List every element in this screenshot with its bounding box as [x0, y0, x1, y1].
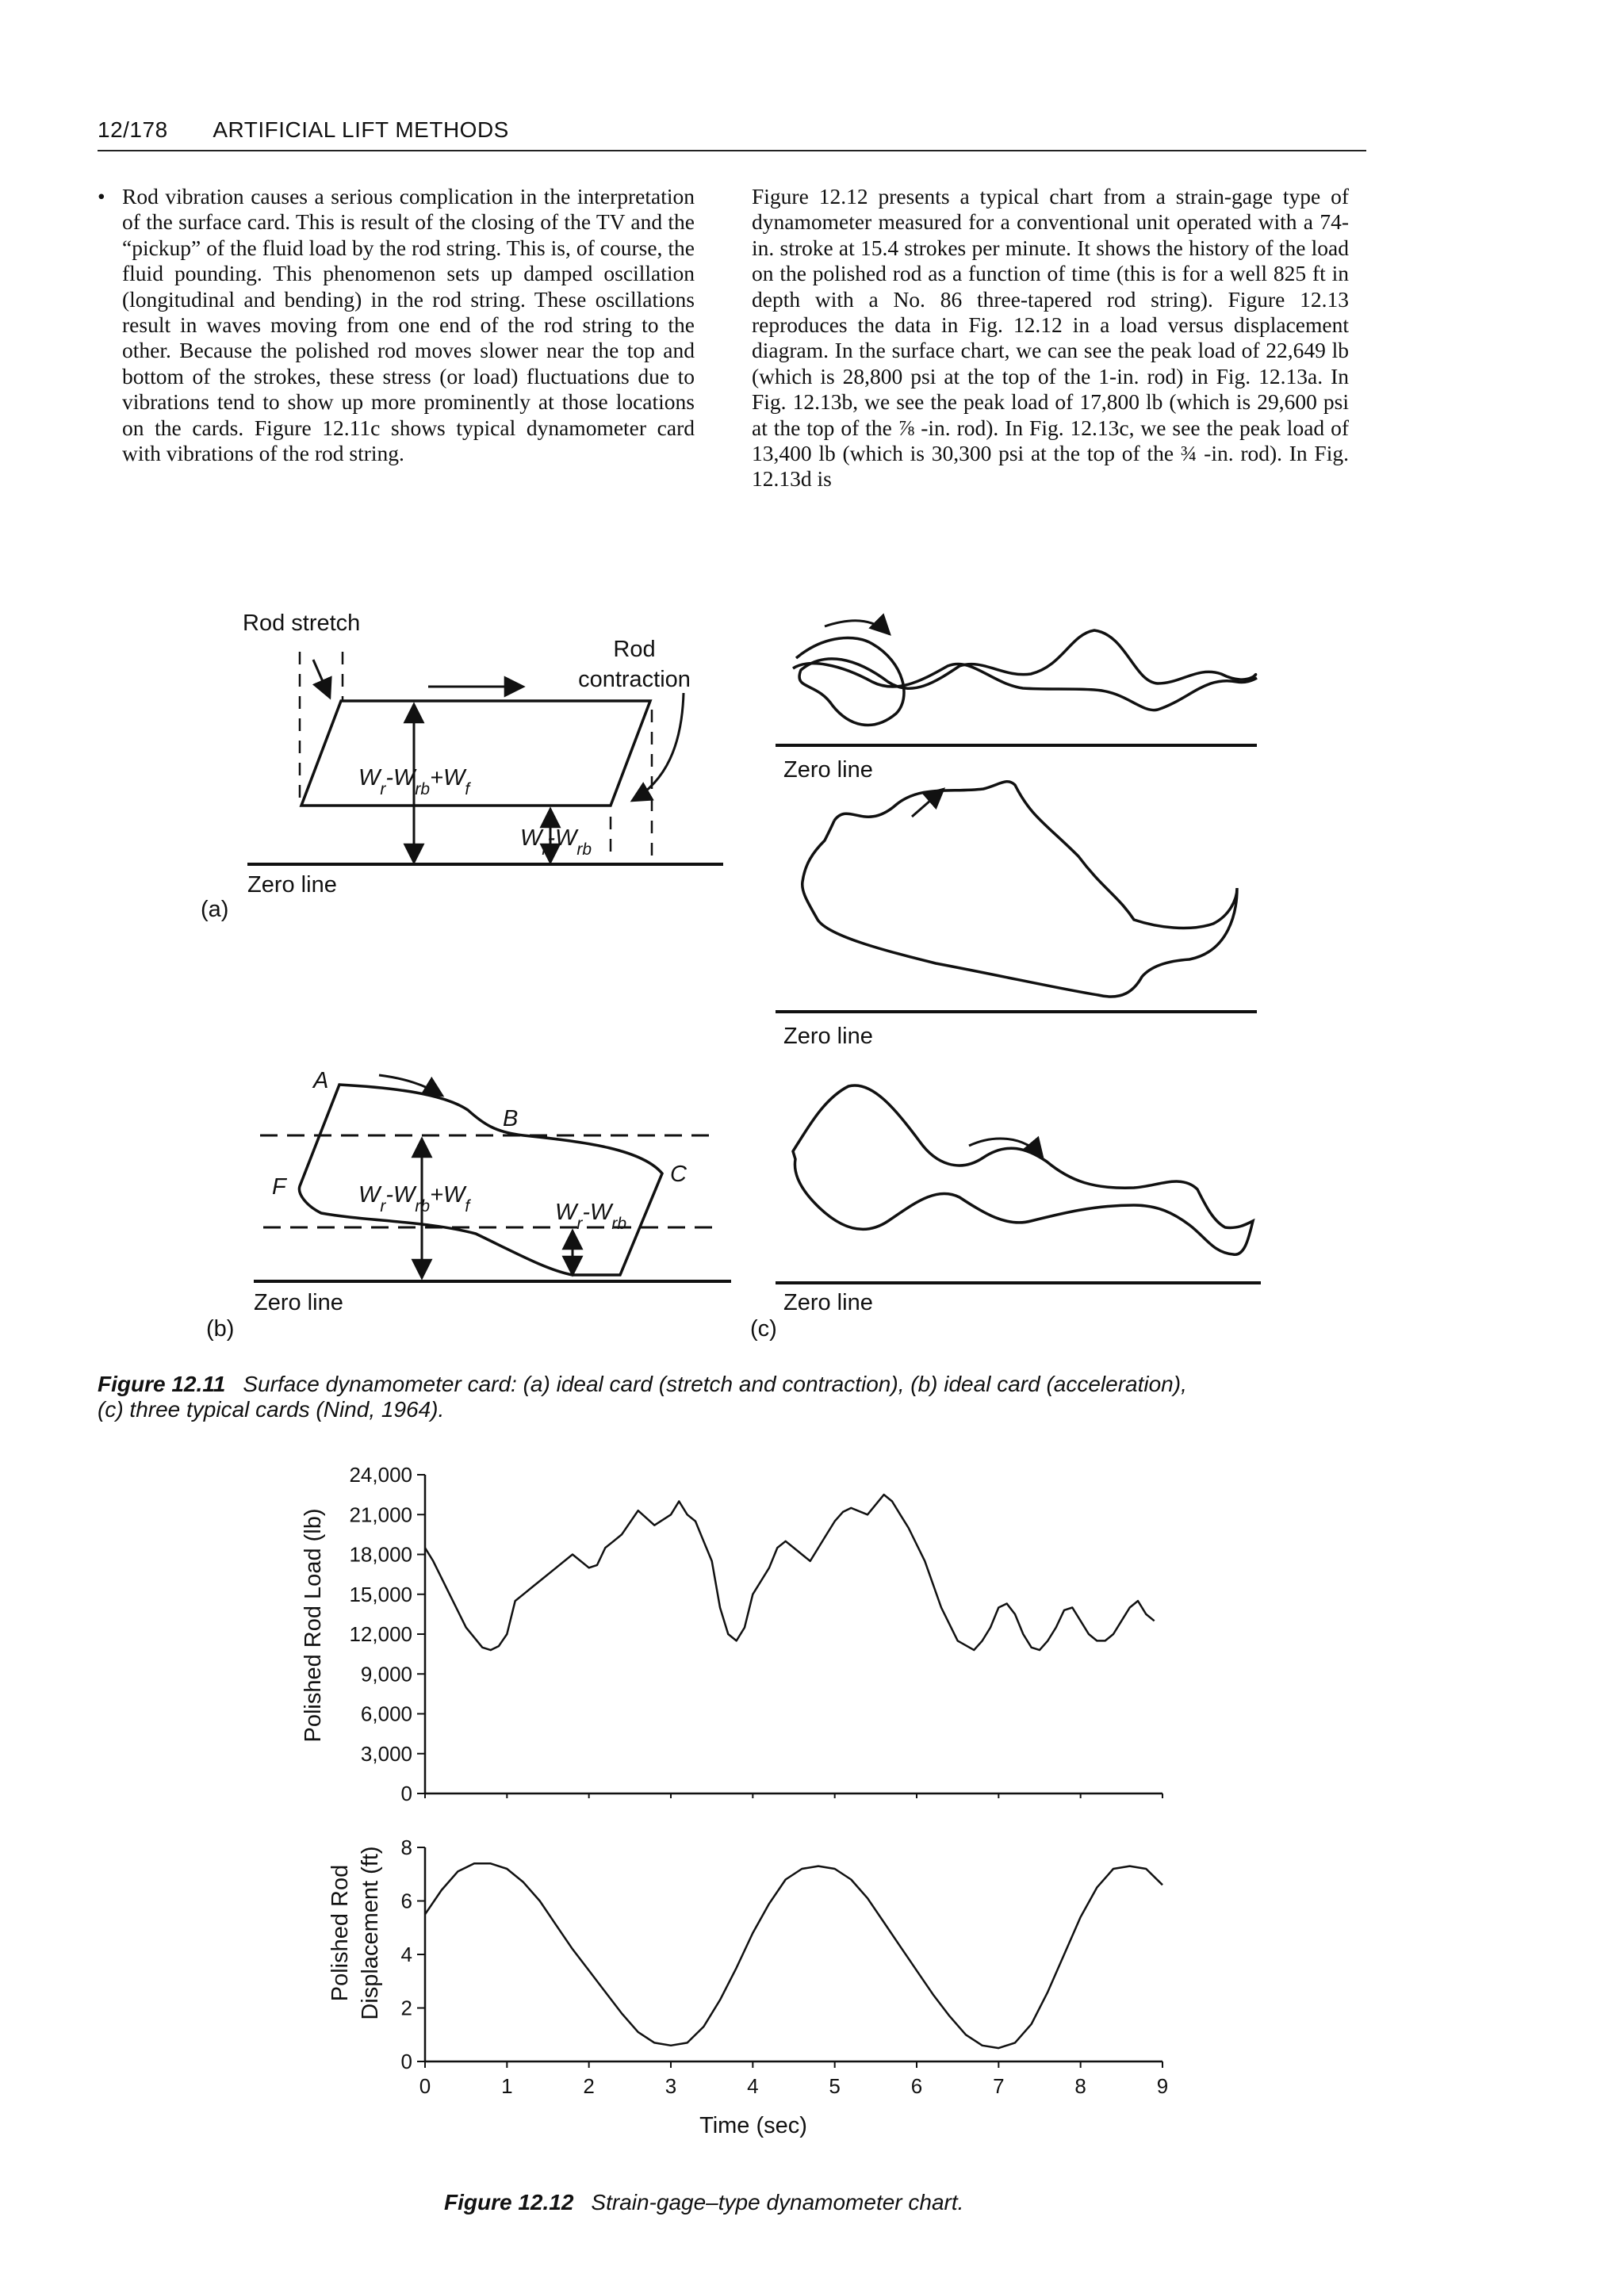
y-tick-label: 12,000	[349, 1622, 412, 1646]
right-paragraph-text: Figure 12.12 presents a typical chart from a strain-gage type of dynamometer measured for a conventional unit operated with a 74-in. stroke at 15.4 strokes per minute. It shows the history of the load on the polished rod as a function of time (this is for a well 825 ft in depth with a No. 86 three-tapered rod string). Figure 12.13 reproduces the data in Fig. 12.12 in a load versus displacement diagram. In the surface chart, we can see the peak load of 22,649 lb (which is 28,800 psi at the top of the 1-in. rod) in Fig. 12.13a. In Fig. 12.13b, we see the peak load of 17,800 lb (which is 29,600 psi at the top of the ⅞ -in. rod). In Fig. 12.13c, we see the peak load of 13,400 lb (which is 30,300 psi at the top of the ¾ -in. rod). In Fig. 12.13d is	[752, 184, 1349, 492]
rod-stretch-label: Rod stretch	[243, 611, 361, 636]
load-label-upper-b: $W_r-W_{rb}+W_f$	[358, 1182, 470, 1215]
rod-contraction-label-2: contraction	[578, 667, 691, 692]
load-label-upper-a: $W_r-W_{rb}+W_f$	[358, 765, 470, 798]
series-line	[425, 1495, 1155, 1650]
point-b-label: B	[503, 1106, 519, 1131]
x-tick-label: 8	[1074, 2074, 1086, 2098]
panel-label-b: (b)	[206, 1316, 235, 1342]
load-label-lower-a: $W_r-W_{rb}$	[520, 825, 592, 859]
figure-12-11-caption-line1: Surface dynamometer card: (a) ideal card (stretch and contraction), (b) ideal card (acceleration),	[243, 1372, 1187, 1396]
figure-12-12-caption-text: Strain-gage–type dynamometer chart.	[591, 2190, 964, 2215]
panel-label-c: (c)	[750, 1316, 777, 1342]
y-tick-label: 6	[400, 1889, 412, 1913]
x-tick-label: 5	[829, 2074, 841, 2098]
y-tick-label: 8	[400, 1836, 412, 1859]
displacement-y-axis-label-line1: Polished Rod	[327, 1864, 353, 2002]
figure-12-12-caption-label: Figure 12.12	[444, 2190, 574, 2215]
zero-line-label-c3: Zero line	[783, 1290, 873, 1315]
point-a-label: A	[313, 1068, 329, 1093]
zero-line-label-b: Zero line	[254, 1290, 343, 1315]
y-tick-label: 15,000	[349, 1582, 412, 1606]
y-tick-label: 0	[400, 2050, 412, 2073]
figure-12-11-caption-label: Figure 12.11	[98, 1372, 226, 1396]
zero-line-label-a: Zero line	[247, 872, 337, 898]
rod-contraction-label-1: Rod	[613, 637, 656, 662]
y-tick-label: 6,000	[360, 1702, 412, 1726]
y-tick-label: 2	[400, 1996, 412, 2020]
x-tick-label: 6	[910, 2074, 923, 2098]
x-tick-label: 9	[1156, 2074, 1169, 2098]
load-y-axis-label: Polished Rod Load (lb)	[301, 1508, 326, 1743]
panel-label-a: (a)	[201, 897, 229, 922]
y-tick-label: 9,000	[360, 1662, 412, 1686]
displacement-chart	[401, 1836, 1169, 2098]
load-label-lower-b: $W_r-W_{rb}$	[555, 1200, 627, 1233]
y-tick-label: 21,000	[349, 1503, 412, 1527]
displacement-y-axis-label-line2: Displacement (ft)	[358, 1846, 383, 2020]
point-f-label: F	[272, 1174, 286, 1200]
x-tick-label: 1	[501, 2074, 513, 2098]
x-tick-label: 4	[747, 2074, 759, 2098]
zero-line-label-c1: Zero line	[783, 757, 873, 783]
running-title: ARTIFICIAL LIFT METHODS	[213, 117, 509, 142]
y-tick-label: 4	[400, 1943, 412, 1966]
y-tick-label: 18,000	[349, 1542, 412, 1567]
x-tick-label: 3	[665, 2074, 677, 2098]
bullet-marker: •	[98, 184, 105, 209]
figure-12-11-caption-line2: (c) three typical cards (Nind, 1964).	[98, 1397, 445, 1422]
series-line	[425, 1863, 1162, 2048]
page-number: 12/178	[98, 117, 168, 142]
zero-line-label-c2: Zero line	[783, 1024, 873, 1049]
figure-12-12-caption	[444, 2190, 1396, 2215]
x-tick-label: 2	[583, 2074, 595, 2098]
load-chart	[349, 1463, 1162, 1805]
y-tick-label: 3,000	[360, 1741, 412, 1766]
x-tick-label: 7	[993, 2074, 1005, 2098]
x-tick-label: 0	[419, 2074, 431, 2098]
point-c-label: C	[670, 1162, 687, 1187]
time-x-axis-label: Time (sec)	[699, 2113, 807, 2138]
y-tick-label: 24,000	[349, 1463, 412, 1487]
left-paragraph-text: Rod vibration causes a serious complication in the interpretation of the surface card. This is result of the closing of the TV and the “pickup” of the fluid load by the rod string. This is, of course, the fluid pounding. This phenomenon sets up damped oscillation (longitudinal and bending) in the rod string. These oscillations result in waves moving from one end of the rod string to the other. Because the polished rod moves slower near the top and bottom of the strokes, these stress (or load) fluctuations due to vibrations tend to show up more prominently at those locations on the cards. Figure 12.11c shows typical dynamometer card with vibrations of the rod string.	[122, 184, 695, 466]
y-tick-label: 0	[400, 1782, 412, 1805]
